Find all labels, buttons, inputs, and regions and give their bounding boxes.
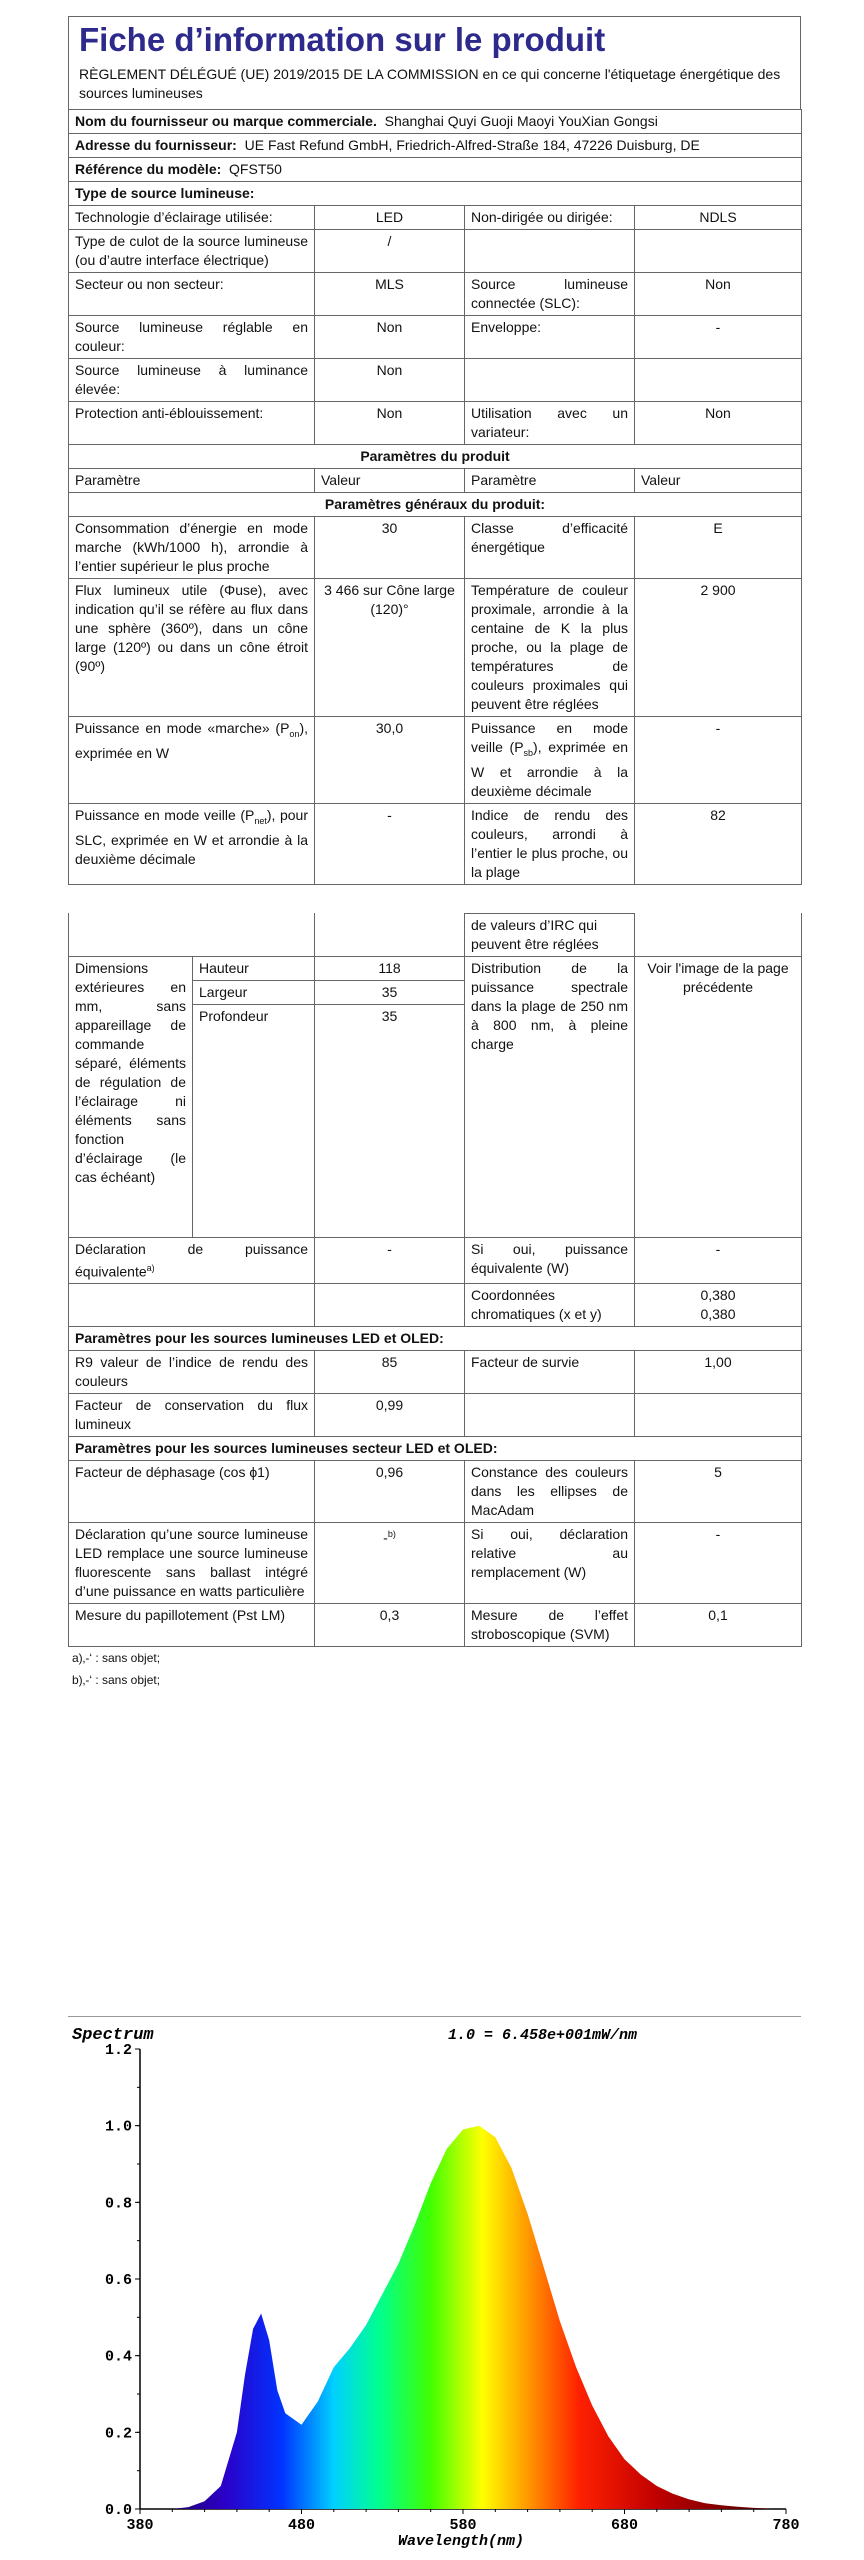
source-value: Non (315, 316, 465, 359)
replacement-label: Déclaration qu’une source lumineuse LED remplace une source lumineuse fluorescente sans ballast intégré d’une puissance en watts particulière (69, 1523, 315, 1604)
survival-label: Facteur de survie (465, 1351, 635, 1394)
flicker-label: Mesure du papillotement (Pst LM) (69, 1604, 315, 1647)
stroboscopic-value: 0,1 (635, 1604, 802, 1647)
chroma-y: 0,380 (700, 1306, 736, 1323)
mains-header: Paramètres pour les sources lumineuses secteur LED et OLED: (69, 1437, 802, 1461)
footnotes (68, 1647, 801, 1691)
consumption-label: Consommation d’énergie en mode marche (kWh/1000 h), arrondie à l’entier supérieur le plus proche (69, 517, 315, 579)
r9-label: R9 valeur de l’indice de rendu des couleurs (69, 1351, 315, 1394)
cri-continuation-row (69, 913, 802, 956)
y-tick-label: 1.0 (104, 2118, 132, 2136)
efficiency-class-value: E (635, 517, 802, 579)
source-label-2: Source lumineuse connectée (SLC): (465, 273, 635, 316)
y-tick-label: 0.6 (104, 2272, 132, 2289)
maintenance-label: Facteur de conservation du flux lumineux (69, 1394, 315, 1437)
info-table-part1 (68, 109, 802, 885)
source-label-2: Utilisation avec un variateur: (465, 402, 635, 445)
y-tick-label: 0.8 (104, 2195, 132, 2213)
power-net-value: - (315, 803, 465, 884)
model-value: QFST50 (229, 161, 282, 177)
params-header: Paramètres du produit (69, 445, 802, 469)
flux-label: Flux lumineux utile (Φuse), avec indication qu’il se réfère au flux dans une sphère (360º), dans un cône large (120º) ou dans un cône étroit (90º) (69, 579, 315, 717)
x-tick-label: 480 (287, 2517, 316, 2534)
source-type-header: Type de source lumineuse: (69, 182, 802, 206)
r9-value: 85 (315, 1351, 465, 1394)
source-row (69, 402, 802, 445)
source-value-2: Non (635, 273, 802, 316)
width-label: Largeur (193, 980, 315, 1004)
mains-header-row (69, 1437, 802, 1461)
source-value: Non (315, 402, 465, 445)
led-header-row (69, 1327, 802, 1351)
phase-label: Facteur de déphasage (cos ϕ1) (69, 1461, 315, 1523)
y-tick-label: 0.0 (104, 2502, 132, 2519)
survival-value: 1,00 (635, 1351, 802, 1394)
supplier-label: Nom du fournisseur ou marque commerciale. (75, 113, 377, 129)
source-label-2 (465, 359, 635, 402)
spectrum-svg (68, 2017, 801, 2553)
source-label: Type de culot de la source lumineuse (ou d’autre interface électrique) (69, 230, 315, 273)
cct-value: 2 900 (635, 579, 802, 717)
source-value: Non (315, 359, 465, 402)
spd-value: Voir l'image de la page précédente (635, 956, 802, 1237)
width-value: 35 (315, 980, 465, 1004)
x-axis-label: Wavelength(nm) (397, 2533, 525, 2550)
depth-value: 35 (315, 1004, 465, 1237)
cri-label: Indice de rendu des couleurs, arrondi à l’entier le plus proche, ou la plage (465, 803, 635, 884)
col-param: Paramètre (69, 469, 315, 493)
col-param-2: Paramètre (465, 469, 635, 493)
model-label: Référence du modèle: (75, 161, 222, 177)
spectrum-chart (68, 2016, 801, 2553)
cri-value: 82 (635, 803, 802, 884)
chroma-x: 0,380 (700, 1287, 736, 1304)
cri-continuation: de valeurs d’IRC qui peuvent être réglées (465, 913, 635, 956)
dimension-height-row (69, 956, 802, 980)
led-header: Paramètres pour les sources lumineuses LED et OLED: (69, 1327, 802, 1351)
power-on-row (69, 717, 802, 804)
footnote-b: b)‚-‘ : sans objet; (72, 1673, 161, 1688)
page-break (68, 885, 801, 913)
footnote-a: a)‚-‘ : sans objet; (72, 1651, 161, 1666)
r9-row (69, 1351, 802, 1394)
efficiency-class-label: Classe d’efficacité énergétique (465, 517, 635, 579)
params-header-row (69, 445, 802, 469)
source-row (69, 206, 802, 230)
flux-value: 3 466 sur Cône large (120)° (315, 579, 465, 717)
macadam-label: Constance des couleurs dans les ellipses de MacAdam (465, 1461, 635, 1523)
source-label: Secteur ou non secteur: (69, 273, 315, 316)
flicker-value: 0,3 (315, 1604, 465, 1647)
consumption-row (69, 517, 802, 579)
standby-label: Puissance en mode veille $(P_{sb})$, exprimée en W et arrondie à la deuxième décimale (465, 717, 635, 804)
supplier-value: Shanghai Quyi Guoji Maoyi YouXian Gongsi (384, 113, 658, 129)
x-tick-label: 780 (772, 2517, 800, 2534)
general-header: Paramètres généraux du produit: (69, 493, 802, 517)
source-type-header-row (69, 182, 802, 206)
source-value-2 (635, 359, 802, 402)
flicker-row (69, 1604, 802, 1647)
consumption-value: 30 (315, 517, 465, 579)
title-box (68, 16, 801, 109)
source-value: / (315, 230, 465, 273)
y-tick-label: 0.2 (104, 2425, 132, 2443)
regulation-text: RÈGLEMENT DÉLÉGUÉ (UE) 2019/2015 DE LA COMMISSION en ce qui concerne l'étiquetage énergétique des sources lumineuses (79, 66, 781, 101)
source-value: MLS (315, 273, 465, 316)
chromaticity-label: Coordonnées chromatiques (x et y) (465, 1284, 635, 1327)
maintenance-value: 0,99 (315, 1394, 465, 1437)
product-information-sheet (68, 16, 801, 1691)
equivalent-power-value: - (315, 1237, 465, 1284)
equivalent-power-label: Déclaration de puissance équivalente$^{a)}$ (69, 1237, 315, 1284)
chart-title: Spectrum (72, 2026, 154, 2045)
supplier-row (69, 110, 802, 134)
chart-annotation: 1.0 = 6.458e+001mW/nm (448, 2027, 638, 2044)
equivalent-power-row (69, 1237, 802, 1284)
standby-value: - (635, 717, 802, 804)
phase-row (69, 1461, 802, 1523)
stroboscopic-label: Mesure de l’effet stroboscopique (SVM) (465, 1604, 635, 1647)
power-on-label: Puissance en mode «marche» $(P_{on})$, exprimée en W (69, 717, 315, 804)
replacement-w-label: Si oui, déclaration relative au remplacement (W) (465, 1523, 635, 1604)
phase-value: 0,96 (315, 1461, 465, 1523)
source-label-2 (465, 230, 635, 273)
address-value: UE Fast Refund GmbH, Friedrich-Alfred-Straße 184, 47226 Duisburg, DE (244, 137, 700, 153)
equivalent-w-value: - (635, 1237, 802, 1284)
source-value: LED (315, 206, 465, 230)
address-row (69, 134, 802, 158)
macadam-value: 5 (635, 1461, 802, 1523)
source-label: Source lumineuse à luminance élevée: (69, 359, 315, 402)
column-header-row (69, 469, 802, 493)
spd-label: Distribution de la puissance spectrale dans la plage de 250 nm à 800 nm, à pleine charge (465, 956, 635, 1237)
spectrum-area (172, 2126, 770, 2509)
replacement-w-value: - (635, 1523, 802, 1604)
x-tick-label: 580 (449, 2517, 477, 2534)
power-net-label: Puissance en mode veille $(P_{net})$, pour SLC, exprimée en W et arrondie à la deuxième décimale (69, 803, 315, 884)
col-value-2: Valeur (635, 469, 802, 493)
general-header-row (69, 493, 802, 517)
info-table-part2 (68, 913, 802, 1648)
power-net-row (69, 803, 802, 884)
y-tick-label: 1.2 (104, 2042, 132, 2059)
chromaticity-value (635, 1284, 802, 1327)
cct-label: Température de couleur proximale, arrondie à la centaine de K la plus proche, ou la plage de températures de couleurs proximales qui peuvent être réglées (465, 579, 635, 717)
height-label: Hauteur (193, 956, 315, 980)
dimensions-label: Dimensions extérieures en mm, sans appareillage de commande séparé, éléments de régulation de l’éclairage ni éléments sans fonction d’éclairage (le cas échéant) (69, 956, 193, 1237)
col-value: Valeur (315, 469, 465, 493)
equivalent-w-label: Si oui, puissance équivalente (W) (465, 1237, 635, 1284)
replacement-value: -$^{b)}$ (315, 1523, 465, 1604)
source-label: Technologie d’éclairage utilisée: (69, 206, 315, 230)
source-row (69, 273, 802, 316)
source-row (69, 359, 802, 402)
source-value-2 (635, 230, 802, 273)
source-label-2: Enveloppe: (465, 316, 635, 359)
address-label: Adresse du fournisseur: (75, 137, 237, 153)
chromaticity-row (69, 1284, 802, 1327)
source-row (69, 230, 802, 273)
power-on-value: 30,0 (315, 717, 465, 804)
source-value-2: - (635, 316, 802, 359)
source-value-2: Non (635, 402, 802, 445)
maintenance-row (69, 1394, 802, 1437)
page-title: Fiche d’information sur le produit (79, 21, 606, 58)
depth-label: Profondeur (193, 1004, 315, 1237)
source-value-2: NDLS (635, 206, 802, 230)
replacement-row (69, 1523, 802, 1604)
flux-row (69, 579, 802, 717)
model-row (69, 158, 802, 182)
source-label: Source lumineuse réglable en couleur: (69, 316, 315, 359)
x-tick-label: 380 (126, 2517, 154, 2534)
source-row (69, 316, 802, 359)
source-label: Protection anti-éblouissement: (69, 402, 315, 445)
y-tick-label: 0.4 (104, 2348, 132, 2366)
source-label-2: Non-dirigée ou dirigée: (465, 206, 635, 230)
height-value: 118 (315, 956, 465, 980)
x-tick-label: 680 (610, 2517, 639, 2534)
